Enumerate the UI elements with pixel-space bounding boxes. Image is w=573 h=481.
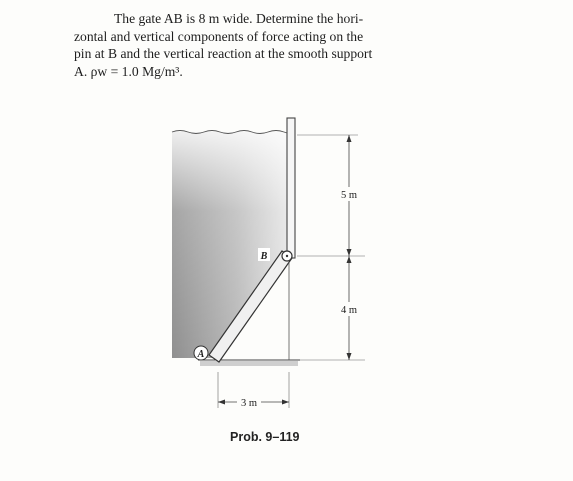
dim-horizontal-label: 3 m [240,398,258,409]
arrow-horiz-right [282,400,289,405]
arrow-upper-top [347,135,352,142]
problem-line-2: zontal and vertical components of force acting on the [74,28,364,44]
problem-line-3: pin at B and the vertical reaction at the smooth support [74,46,373,61]
arrow-lower-bottom [347,353,352,360]
label-a: A [197,349,205,360]
pin-b-center [286,255,288,257]
dim-lower-label: 4 m [340,305,358,316]
label-b: B [260,251,268,262]
vertical-wall [287,118,295,258]
figure-caption: Prob. 9–119 [230,430,300,444]
arrow-lower-top [347,256,352,263]
problem-line-4: A. ρw = 1.0 Mg/m³. [74,63,183,79]
dim-upper-label: 5 m [340,190,358,201]
arrow-horiz-left [218,400,225,405]
problem-line-1: The gate AB is 8 m wide. Determine the hori- [114,11,364,26]
arrow-upper-bottom [347,249,352,256]
ground-hatch [200,361,298,366]
